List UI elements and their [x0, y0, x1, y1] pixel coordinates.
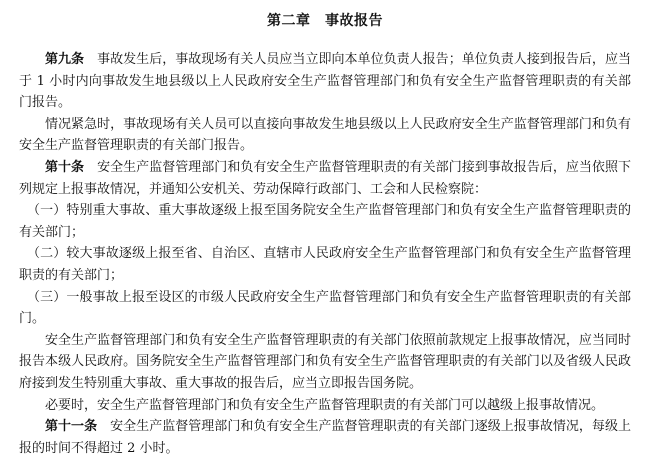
article-10-item-1: （一）特别重大事故、重大事故逐级上报至国务院安全生产监督管理部门和负有安全生产监督管理职责的有关部门； [19, 203, 631, 240]
article-11-paragraph [19, 416, 631, 459]
article-9-label: 第九条 [45, 52, 85, 67]
article-10-paragraph-2: 安全生产监督管理部门和负有安全生产监督管理职责的有关部门依照前款规定上报事故情况，应当同时报告本级人民政府。国务院安全生产监督管理部门和负有安全生产监督管理职责的有关部门以及省级人民政府接到发生特别重大事故、重大事故的报告后，应当立即报告国务院。 [19, 332, 631, 391]
article-10-paragraph [19, 157, 631, 200]
article-10-text: 安全生产监督管理部门和负有安全生产监督管理职责的有关部门接到事故报告后，应当依照下列规定上报事故情况，并通知公安机关、劳动保障行政部门、工会和人民检察院： [19, 159, 631, 197]
article-10-label: 第十条 [45, 159, 85, 175]
article-10-item-3: （三）一般事故上报至设区的市级人民政府安全生产监督管理部门和负有安全生产监督管理职责的有关部门。 [19, 289, 631, 327]
article-10-item-2: （二）较大事故逐级上报至省、自治区、直辖市人民政府安全生产监督管理部门和负有安全生产监督管理职责的有关部门； [19, 246, 631, 283]
chapter-title: 第二章 事故报告 [267, 13, 383, 29]
article-9-text: 事故发生后，事故现场有关人员应当立即向本单位负责人报告；单位负责人接到报告后，应当于 1 小时内向事故发生地县级以上人民政府安全生产监督管理部门和负有安全生产监督管理职责的有关部门报告。 [19, 52, 631, 111]
article-9-paragraph [19, 49, 631, 114]
article-11-label: 第十一条 [45, 419, 98, 435]
article-11-text: 安全生产监督管理部门和负有安全生产监督管理职责的有关部门逐级上报事故情况，每级上报的时间不得超过 2 小时。 [19, 419, 631, 456]
article-10-paragraph-3: 必要时，安全生产监督管理部门和负有安全生产监督管理职责的有关部门可以越级上报事故情况。 [45, 397, 605, 413]
article-9-paragraph-2: 情况紧急时，事故现场有关人员可以直接向事故发生地县级以上人民政府安全生产监督管理部门和负有安全生产监督管理职责的有关部门报告。 [19, 116, 631, 154]
